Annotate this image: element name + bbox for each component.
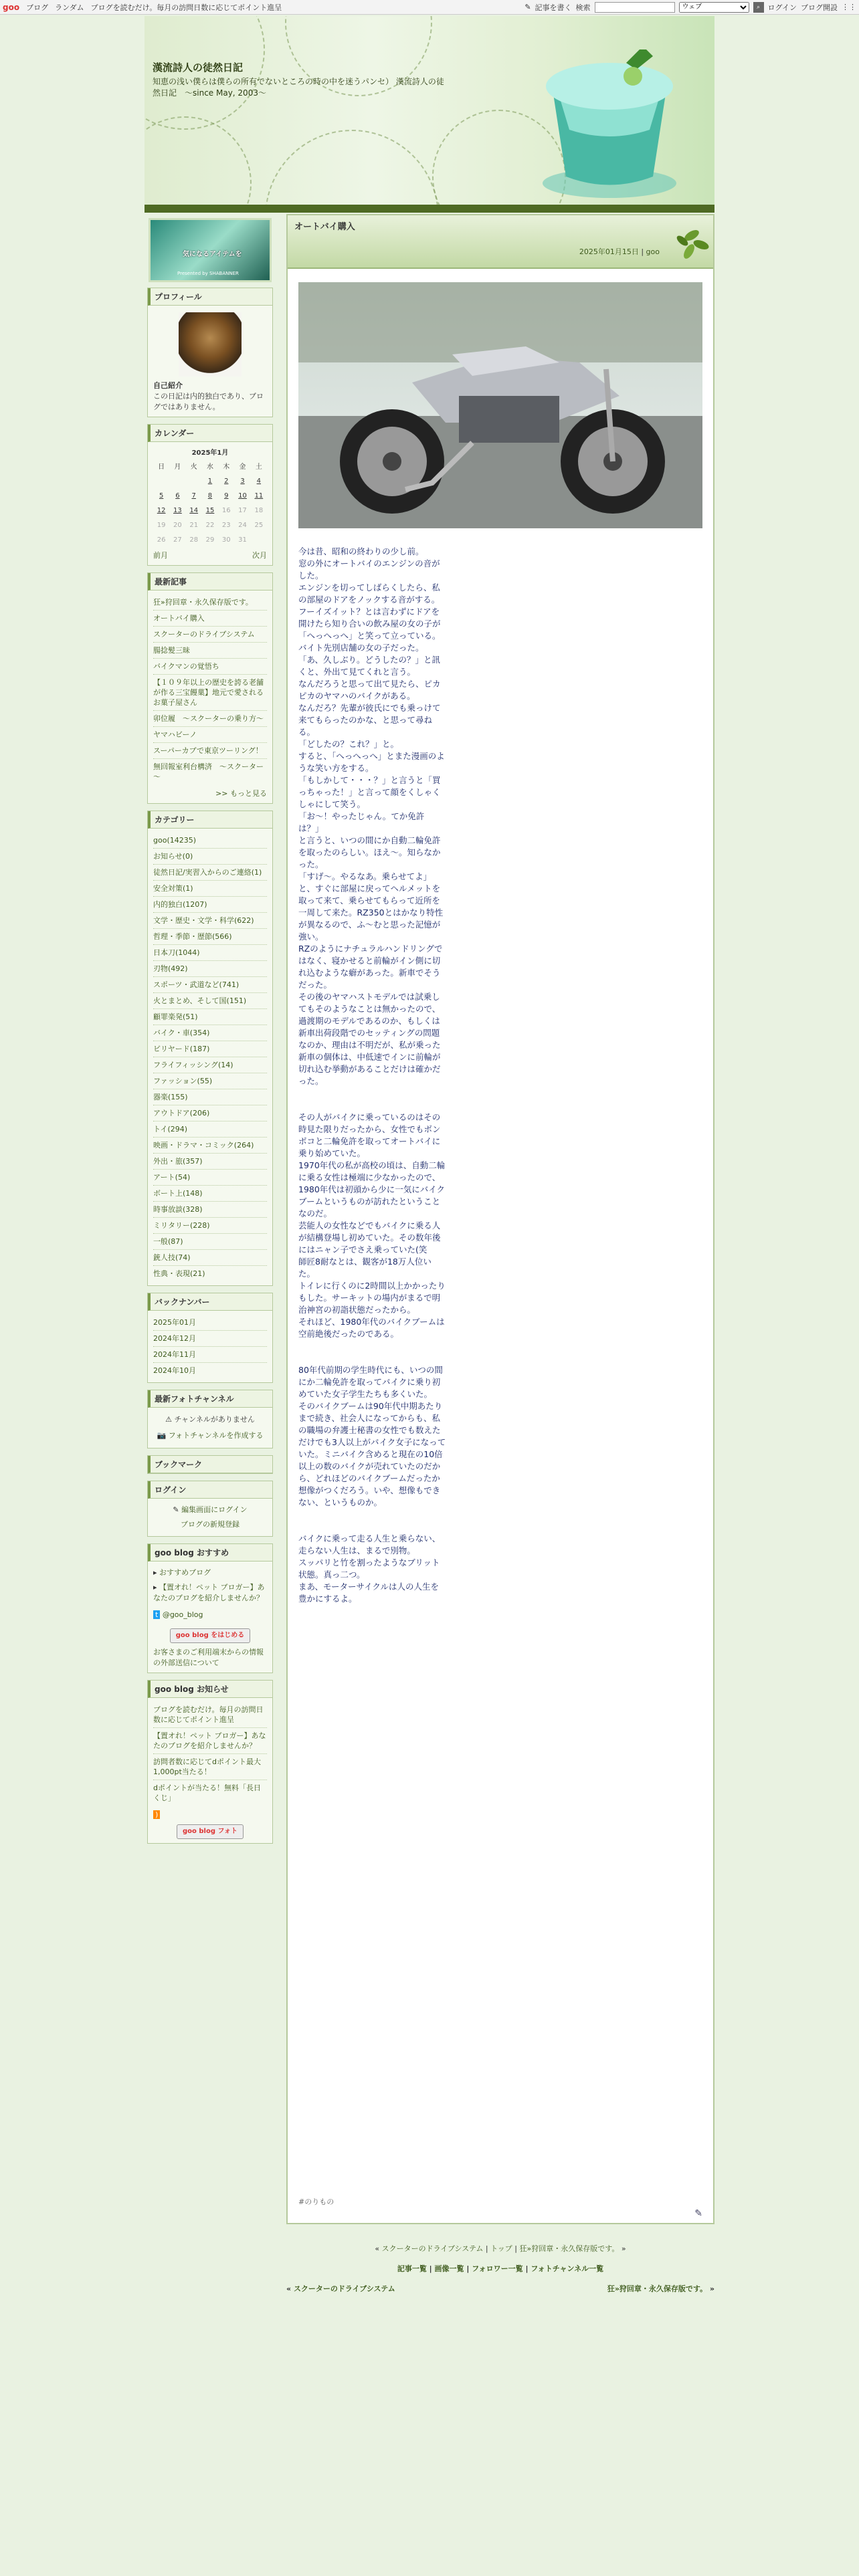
register-blog-link[interactable]: ブログの新規登録 <box>181 1520 240 1529</box>
recent-entry <box>153 595 267 611</box>
news-heading: goo blog お知らせ <box>148 1681 272 1698</box>
category-item-link[interactable]: ミリタリー(228) <box>153 1221 210 1230</box>
motorcycle-photo[interactable] <box>298 282 702 528</box>
category-item-link[interactable]: お知らせ(0) <box>153 852 193 861</box>
edit-login-link[interactable]: 編集画面にログイン <box>181 1505 248 1514</box>
entry-meta: 2025年01月15日 | goo <box>579 247 660 256</box>
category-item <box>153 1057 267 1073</box>
calendar-weekday: 木 <box>223 463 230 471</box>
calendar-day: 25 <box>254 522 264 529</box>
profile-heading: プロフィール <box>148 288 272 306</box>
category-item-link[interactable]: 時事放談(328) <box>153 1205 203 1214</box>
grid-menu-icon[interactable]: ⋮⋮ <box>842 3 856 11</box>
external-info-link[interactable]: お客さまのご利用端末からの情報の外部送信について <box>153 1648 264 1667</box>
calendar-weekday: 日 <box>158 463 165 471</box>
topbar-link-blog[interactable]: ブログ <box>26 3 49 12</box>
create-photo-channel-link[interactable]: フォトチャンネルを作成する <box>168 1431 264 1440</box>
twitter-link[interactable]: @goo_blog <box>162 1610 203 1619</box>
backnumber-item-link[interactable]: 2025年01月 <box>153 1318 196 1327</box>
category-item <box>153 881 267 897</box>
recent-entry-link[interactable]: 卯位履 ～スクーターの乗り方～ <box>153 714 264 723</box>
recent-entry-link[interactable]: バイクマンの覚悟ち <box>153 662 219 671</box>
calendar-day <box>251 533 267 548</box>
category-item-link[interactable]: 徒然日記/実習入からのご連絡(1) <box>153 868 262 877</box>
calendar-day: 24 <box>238 522 247 529</box>
backnumber-item <box>153 1347 267 1363</box>
calendar-day[interactable]: 8 <box>207 492 213 500</box>
category-item <box>153 929 267 945</box>
motorcycle-image <box>298 282 702 528</box>
entry-panel <box>286 214 714 2224</box>
leaf-icon <box>662 215 713 269</box>
category-item <box>153 1170 267 1186</box>
news-item-link[interactable]: 訪問者数に応じてdポイント最大1,000pt当たる！ <box>153 1757 261 1776</box>
recent-list <box>153 595 267 784</box>
calendar-day: 16 <box>221 507 231 514</box>
calendar-box <box>147 424 273 566</box>
calendar-day: 31 <box>238 536 247 544</box>
category-item-link[interactable]: 日本刀(1044) <box>153 948 200 957</box>
shaved-ice-glass-image <box>526 49 693 203</box>
bookmark-box <box>147 1455 273 1474</box>
entry-tag[interactable]: #のりもの <box>298 2197 335 2206</box>
profile-intro-label: 自己紹介 <box>153 381 183 390</box>
recent-entry <box>153 611 267 627</box>
category-item-link[interactable]: 一般(87) <box>153 1237 183 1246</box>
entry-author-link[interactable]: goo <box>646 247 660 256</box>
next-entry-link[interactable]: 狂»狩回章・永久保存版です。 <box>519 2244 619 2253</box>
open-blog-link[interactable]: ブログ開設 <box>801 3 838 12</box>
category-item-link[interactable]: 火とまとめ、そして国(151) <box>153 996 247 1005</box>
start-blog-button[interactable]: goo blog をはじめる <box>170 1628 250 1643</box>
category-item <box>153 993 267 1009</box>
category-item-link[interactable]: フライフィッシング(14) <box>153 1061 233 1069</box>
calendar-day[interactable]: 13 <box>173 507 182 514</box>
recent-entry <box>153 727 267 743</box>
calendar-weekday: 月 <box>174 463 181 471</box>
recent-entries-box <box>147 572 273 804</box>
calendar-day <box>169 474 185 489</box>
category-item-link[interactable]: 哲理・季節・歴節(566) <box>153 932 232 941</box>
image-list-link[interactable]: 画像一覧 <box>434 2264 464 2273</box>
calendar-day: 20 <box>173 522 182 529</box>
category-item-link[interactable]: 刃物(492) <box>153 964 188 973</box>
more-entries-link[interactable]: >> もっと見る <box>215 789 267 798</box>
calendar-day: 28 <box>189 536 199 544</box>
recent-entry <box>153 711 267 727</box>
login-box <box>147 1481 273 1537</box>
calendar-day[interactable]: 1 <box>207 477 213 485</box>
category-item-link[interactable]: バイク・車(354) <box>153 1029 210 1037</box>
news-item-link[interactable]: dポイントが当たる！無料「長日くじ」 <box>153 1784 261 1802</box>
calendar-day[interactable]: 5 <box>159 492 164 500</box>
categories-heading: カテゴリー <box>148 811 272 829</box>
category-item-link[interactable]: 性典・表現(21) <box>153 1269 205 1278</box>
category-item <box>153 1105 267 1121</box>
camera-icon: 📷 <box>157 1431 167 1440</box>
calendar-table <box>153 446 267 548</box>
backnumber-list <box>153 1315 267 1378</box>
news-list <box>153 1702 267 1806</box>
calendar-day[interactable]: 12 <box>157 507 166 514</box>
follower-list-link[interactable]: フォロワー一覧 <box>472 2264 523 2273</box>
photo-channel-note: チャンネルがありません <box>174 1415 255 1424</box>
calendar-day[interactable]: 10 <box>238 492 247 500</box>
calendar-day: 29 <box>205 536 215 544</box>
news-item <box>153 1780 267 1806</box>
recent-entry-link[interactable]: 腸捻髪三昧 <box>153 646 190 655</box>
calendar-day[interactable]: 7 <box>191 492 196 500</box>
category-item <box>153 849 267 865</box>
backnumber-item-link[interactable]: 2024年10月 <box>153 1366 196 1375</box>
recommend-item[interactable]: おすすめブログ <box>159 1568 211 1577</box>
bookmark-heading: ブックマーク <box>148 1456 272 1473</box>
category-item-link[interactable]: ビリヤード(187) <box>153 1045 210 1053</box>
calendar-prev-link[interactable]: 前月 <box>153 551 168 560</box>
category-item <box>153 1009 267 1025</box>
calendar-day: 22 <box>205 522 215 529</box>
bottom-nav: « スクーターのドライブシステム 狂»狩回章・永久保存版です。 » <box>286 2284 714 2293</box>
prev-entry-link[interactable]: スクーターのドライブシステム <box>381 2244 484 2253</box>
search-label: 検索 <box>575 3 591 12</box>
category-item-link[interactable]: goo(14235) <box>153 836 197 845</box>
category-item-link[interactable]: トイ(294) <box>153 1125 188 1134</box>
photo-channel-heading: 最新フォトチャンネル <box>148 1390 272 1408</box>
photo-channel-box <box>147 1390 273 1448</box>
entry-nav: « スクーターのドライブシステム | トップ | 狂»狩回章・永久保存版です。 » <box>375 2244 626 2253</box>
photo-blog-button[interactable]: goo blog フォト <box>177 1824 244 1839</box>
search-button[interactable]: ⌕ <box>753 2 764 13</box>
calendar-day[interactable]: 2 <box>224 477 229 485</box>
news-item <box>153 1728 267 1754</box>
entry-header <box>288 215 713 269</box>
category-item <box>153 1186 267 1202</box>
bullet-icon: ▸ <box>153 1583 157 1592</box>
calendar-weekday: 土 <box>255 463 262 471</box>
category-item-link[interactable]: ファッション(55) <box>153 1077 213 1085</box>
global-bar <box>0 0 859 15</box>
calendar-day: 30 <box>221 536 231 544</box>
recent-entry-link[interactable]: ヤマハビーノ <box>153 730 197 739</box>
category-item <box>153 1089 267 1105</box>
calendar-heading: カレンダー <box>148 425 272 442</box>
goo-logo[interactable]: goo <box>3 2 20 12</box>
category-item <box>153 961 267 977</box>
calendar-day[interactable]: 3 <box>240 477 245 485</box>
calendar-day[interactable]: 15 <box>205 507 215 514</box>
news-item <box>153 1702 267 1728</box>
calendar-day: 21 <box>189 522 199 529</box>
search-input[interactable] <box>595 2 675 13</box>
blog-title[interactable]: 漢流詩人の徒然日記 <box>153 62 244 74</box>
calendar-next-link[interactable]: 次月 <box>252 551 267 560</box>
rss-icon[interactable]: ) <box>153 1810 160 1819</box>
category-item <box>153 833 267 849</box>
category-item <box>153 865 267 881</box>
login-heading: ログイン <box>148 1481 272 1499</box>
category-item-link[interactable]: 文学・歴史・文学・科学(622) <box>153 916 254 925</box>
category-item <box>153 1218 267 1234</box>
calendar-weekday: 金 <box>239 463 246 471</box>
category-item-link[interactable]: 銃人技(74) <box>153 1253 191 1262</box>
pencil-icon: ✎ <box>524 3 531 11</box>
login-link[interactable]: ログイン <box>767 3 797 12</box>
calendar-weekday: 火 <box>190 463 197 471</box>
bullet-icon: ▸ <box>153 1568 157 1577</box>
category-item <box>153 897 267 913</box>
calendar-day[interactable]: 6 <box>175 492 180 500</box>
calendar-day: 27 <box>173 536 182 544</box>
entry-body: 今は昔、昭和の終わりの少し前。 窓の外にオートバイのエンジンの音がした。 エンジンを切ってしばらくしたら、私の部屋のドアをノックする音がする。 フーイズイット？とは言わずにドアを開けたら知り合いの飲み屋の女の子が「へっへっへ」と笑って立っている。バイト先別店舗の女の子だった。 「あ、久しぶり。どうしたの？」と訊くと、外出て見てくれと言う。 なんだろうと思って出て見たら、ピカピカのヤマハのバイクがある。 なんだろ？先輩が彼氏にでも乗っけて来てもらったのかな、と思って尋ねる。 「どしたの？これ？」と。 すると、「へっへっへ」とまた漫画のような笑い方をする。 「もしかして・・・？」と言うと「買っちゃった！」と言って顔をくしゃくしゃにして笑う。 「お〜！やったじゃん。てか免許は？」 と言うと、いつの間にか自動二輪免許を取ったのらしい。ほえ〜。知らなかった。 「すげ〜。やるなあ。乗らせてよ」と、すぐに部屋に戻ってヘルメットを取って来て、乗らせてもらって近所を一周して来た。RZ350とはかなり特性が異なるので、ふ〜むと思った記憶が強い。 RZのようにナチュラルハンドリングではなく、寝かせると前輪がイン側に切れ込むような癖があった。新車でそうだった。 その後のヤマハストモデルでは試乗してもそのようなことは無かったので、過渡期のモデルであるのか、もしくは新車出荷段階でのセッティングの問題なのか、理由は不明だが、私が乗った新車の個体は、中低速でインに前輪が切れ込む挙動があることだけは確かだった。 その人がバイクに乗っているのはその時見た限りだったから、女性でもボンボコと二輪免許を取ってオートバイに乗り始めていた。 1970年代の私が高校の頃は、自動二輪に乗る女性は極端に少なかったので、1980年代は初頭から少に一気にバイクブームというものが訪れたということなのだ。 芸能人の女性などでもバイクに乗る人が結構登場し初めていた。その数年後にはニャン子でさえ乗っていた(笑 師匠8耐なとは、観客が18万人位いた。 トイレに行くのに2時間以上かかったりもした。サーキットの場内がまるで明治神宮の初詣状態だったから。 それほど、1980年代のバイクブームは空前絶後だったのである。 80年代前期の学生時代にも、いつの間にか二輪免許を取ってバイクに乗り初めていた女子学生たちも多くいた。 そのバイクブームは90年代中期あたりまで続き、社会人になってからも、私の職場の弁護士秘書の女性でも数えただけでも3人以上がバイク女子になっていた。ミニバイク含めると現在の10倍以上の数のバイクが売れていたのだから、どれほどのバイクブームだったか想像がつくだろう。いや、想像もできない、というものか。 バイクに乗って走る人生と乗らない、走らない人生は、まるで別物。 スッパリと竹を割ったようなブリット状態。真っ二つ。 まあ、モーターサイクルは人の人生を豊かにするよ。 <box>298 546 446 1604</box>
recent-entry <box>153 627 267 643</box>
pen-icon: ✎ <box>173 1505 179 1514</box>
recent-entry <box>153 675 267 711</box>
twitter-icon: t <box>153 1610 160 1619</box>
category-item-link[interactable]: 顧罪楽発(51) <box>153 1012 198 1021</box>
recent-entry <box>153 659 267 675</box>
category-item-link[interactable]: スポーツ・武道など(741) <box>153 980 240 989</box>
calendar-day <box>186 474 202 489</box>
bottom-next-link[interactable]: 狂»狩回章・永久保存版です。 <box>607 2284 708 2293</box>
recent-entry-link[interactable]: 無回報室利台構済 ～スクーター～ <box>153 762 264 781</box>
category-item <box>153 1138 267 1154</box>
news-item-link[interactable]: 【置オれ！ペット ブロガー】あなたのブログを紹介しませんか？ <box>153 1731 266 1750</box>
category-item-link[interactable]: 安全対策(1) <box>153 884 193 893</box>
category-item-link[interactable]: 器楽(155) <box>153 1093 188 1101</box>
category-item <box>153 1121 267 1138</box>
blog-header <box>145 16 714 213</box>
category-item-link[interactable]: アウトドア(206) <box>153 1109 210 1117</box>
profile-intro: この日記は内的独白であり、ブログではありません。 <box>153 392 264 411</box>
calendar-day: 19 <box>157 522 166 529</box>
category-item <box>153 913 267 929</box>
edit-pencil-icon[interactable]: ✎ <box>694 2208 702 2219</box>
category-item <box>153 1250 267 1266</box>
backnumber-item-link[interactable]: 2024年11月 <box>153 1350 196 1359</box>
calendar-day[interactable]: 9 <box>224 492 229 500</box>
calendar-day: 18 <box>254 507 264 514</box>
recent-heading: 最新記事 <box>148 573 272 591</box>
list-links: 記事一覧 | 画像一覧 | フォロワー一覧 | フォトチャンネル一覧 <box>397 2264 604 2273</box>
ornament-decoration <box>265 130 439 213</box>
calendar-day: 17 <box>238 507 247 514</box>
recommend-box <box>147 1543 273 1673</box>
calendar-day: 26 <box>157 536 166 544</box>
category-item <box>153 1266 267 1281</box>
news-box <box>147 1680 273 1844</box>
backnumber-heading: バックナンバー <box>148 1293 272 1311</box>
warning-icon: ⚠ <box>165 1415 173 1424</box>
category-item-link[interactable]: 映画・ドラマ・コミック(264) <box>153 1141 254 1150</box>
calendar-weekday: 水 <box>206 463 213 471</box>
category-item-link[interactable]: アート(54) <box>153 1173 191 1182</box>
backnumber-item <box>153 1331 267 1347</box>
recent-entry <box>153 643 267 659</box>
photo-channel-list-link[interactable]: フォトチャンネル一覧 <box>531 2264 604 2273</box>
calendar-day[interactable]: 14 <box>189 507 199 514</box>
ornament-decoration <box>145 116 252 213</box>
recommend-item[interactable]: 【置オれ！ペット ブロガー】あなたのブログを紹介しませんか？ <box>153 1583 265 1602</box>
recent-entry-link[interactable]: スーパーカブで東京ツーリング！ <box>153 746 263 755</box>
category-item-link[interactable]: ボート上(148) <box>153 1189 203 1198</box>
calendar-day <box>153 474 169 489</box>
write-article-link[interactable]: 記事を書く <box>535 3 572 12</box>
calendar-caption: 2025年1月 <box>191 449 229 457</box>
calendar-day[interactable]: 11 <box>254 492 264 500</box>
news-item-link[interactable]: ブログを読むだけ。毎月の訪問日数に応じてポイント進呈 <box>153 1705 264 1724</box>
entry-date-link[interactable]: 2025年01月15日 <box>579 247 639 256</box>
backnumber-box <box>147 1293 273 1383</box>
entry-title: オートバイ購入 <box>294 222 355 232</box>
entry-list-link[interactable]: 記事一覧 <box>397 2264 427 2273</box>
backnumber-item-link[interactable]: 2024年12月 <box>153 1334 196 1343</box>
recent-entry <box>153 743 267 759</box>
category-item <box>153 1073 267 1089</box>
topbar-link-random[interactable]: ランダム <box>55 3 84 12</box>
category-item-link[interactable]: 外出・旅(357) <box>153 1157 203 1166</box>
category-item <box>153 1041 267 1057</box>
backnumber-item <box>153 1363 267 1378</box>
category-item-link[interactable]: 内的独白(1207) <box>153 900 207 909</box>
category-item <box>153 945 267 961</box>
search-scope-select[interactable] <box>679 2 749 13</box>
calendar-day[interactable]: 4 <box>256 477 262 485</box>
category-item <box>153 1154 267 1170</box>
category-item <box>153 1234 267 1250</box>
recent-entry <box>153 759 267 784</box>
recent-entry-link[interactable]: オートバイ購入 <box>153 614 205 623</box>
profile-box <box>147 288 273 417</box>
topbar-link-points[interactable]: ブログを読むだけ。毎月の訪問日数に応じてポイント進呈 <box>90 3 282 12</box>
category-item <box>153 977 267 993</box>
sidebar-banner[interactable]: 気になるアイテムを Presented by SHABANNER <box>149 218 272 282</box>
recent-entry-link[interactable]: 狂»狩回章・永久保存版です。 <box>153 598 253 607</box>
category-list <box>153 833 267 1281</box>
recommend-heading: goo blog おすすめ <box>148 1544 272 1562</box>
blog-description: 知恵の浅い僕らは僕らの所有でないところの時の中を迷うパンセ） 漢流詩人の徒然日記 ～since May, 2003～ <box>153 77 444 98</box>
calendar-day: 23 <box>221 522 231 529</box>
news-item <box>153 1754 267 1780</box>
bottom-prev-link[interactable]: スクーターのドライブシステム <box>293 2284 395 2293</box>
recent-entry-link[interactable]: 【１０９年以上の歴史を誇る老舗が作る三宝饅菓】地元で愛されるお菓子屋さん <box>153 678 264 707</box>
category-item <box>153 1202 267 1218</box>
backnumber-item <box>153 1315 267 1331</box>
category-item <box>153 1025 267 1041</box>
recent-entry-link[interactable]: スクーターのドライブシステム <box>153 630 255 639</box>
categories-box <box>147 811 273 1286</box>
top-link[interactable]: トップ <box>490 2244 512 2253</box>
profile-avatar <box>179 312 242 377</box>
